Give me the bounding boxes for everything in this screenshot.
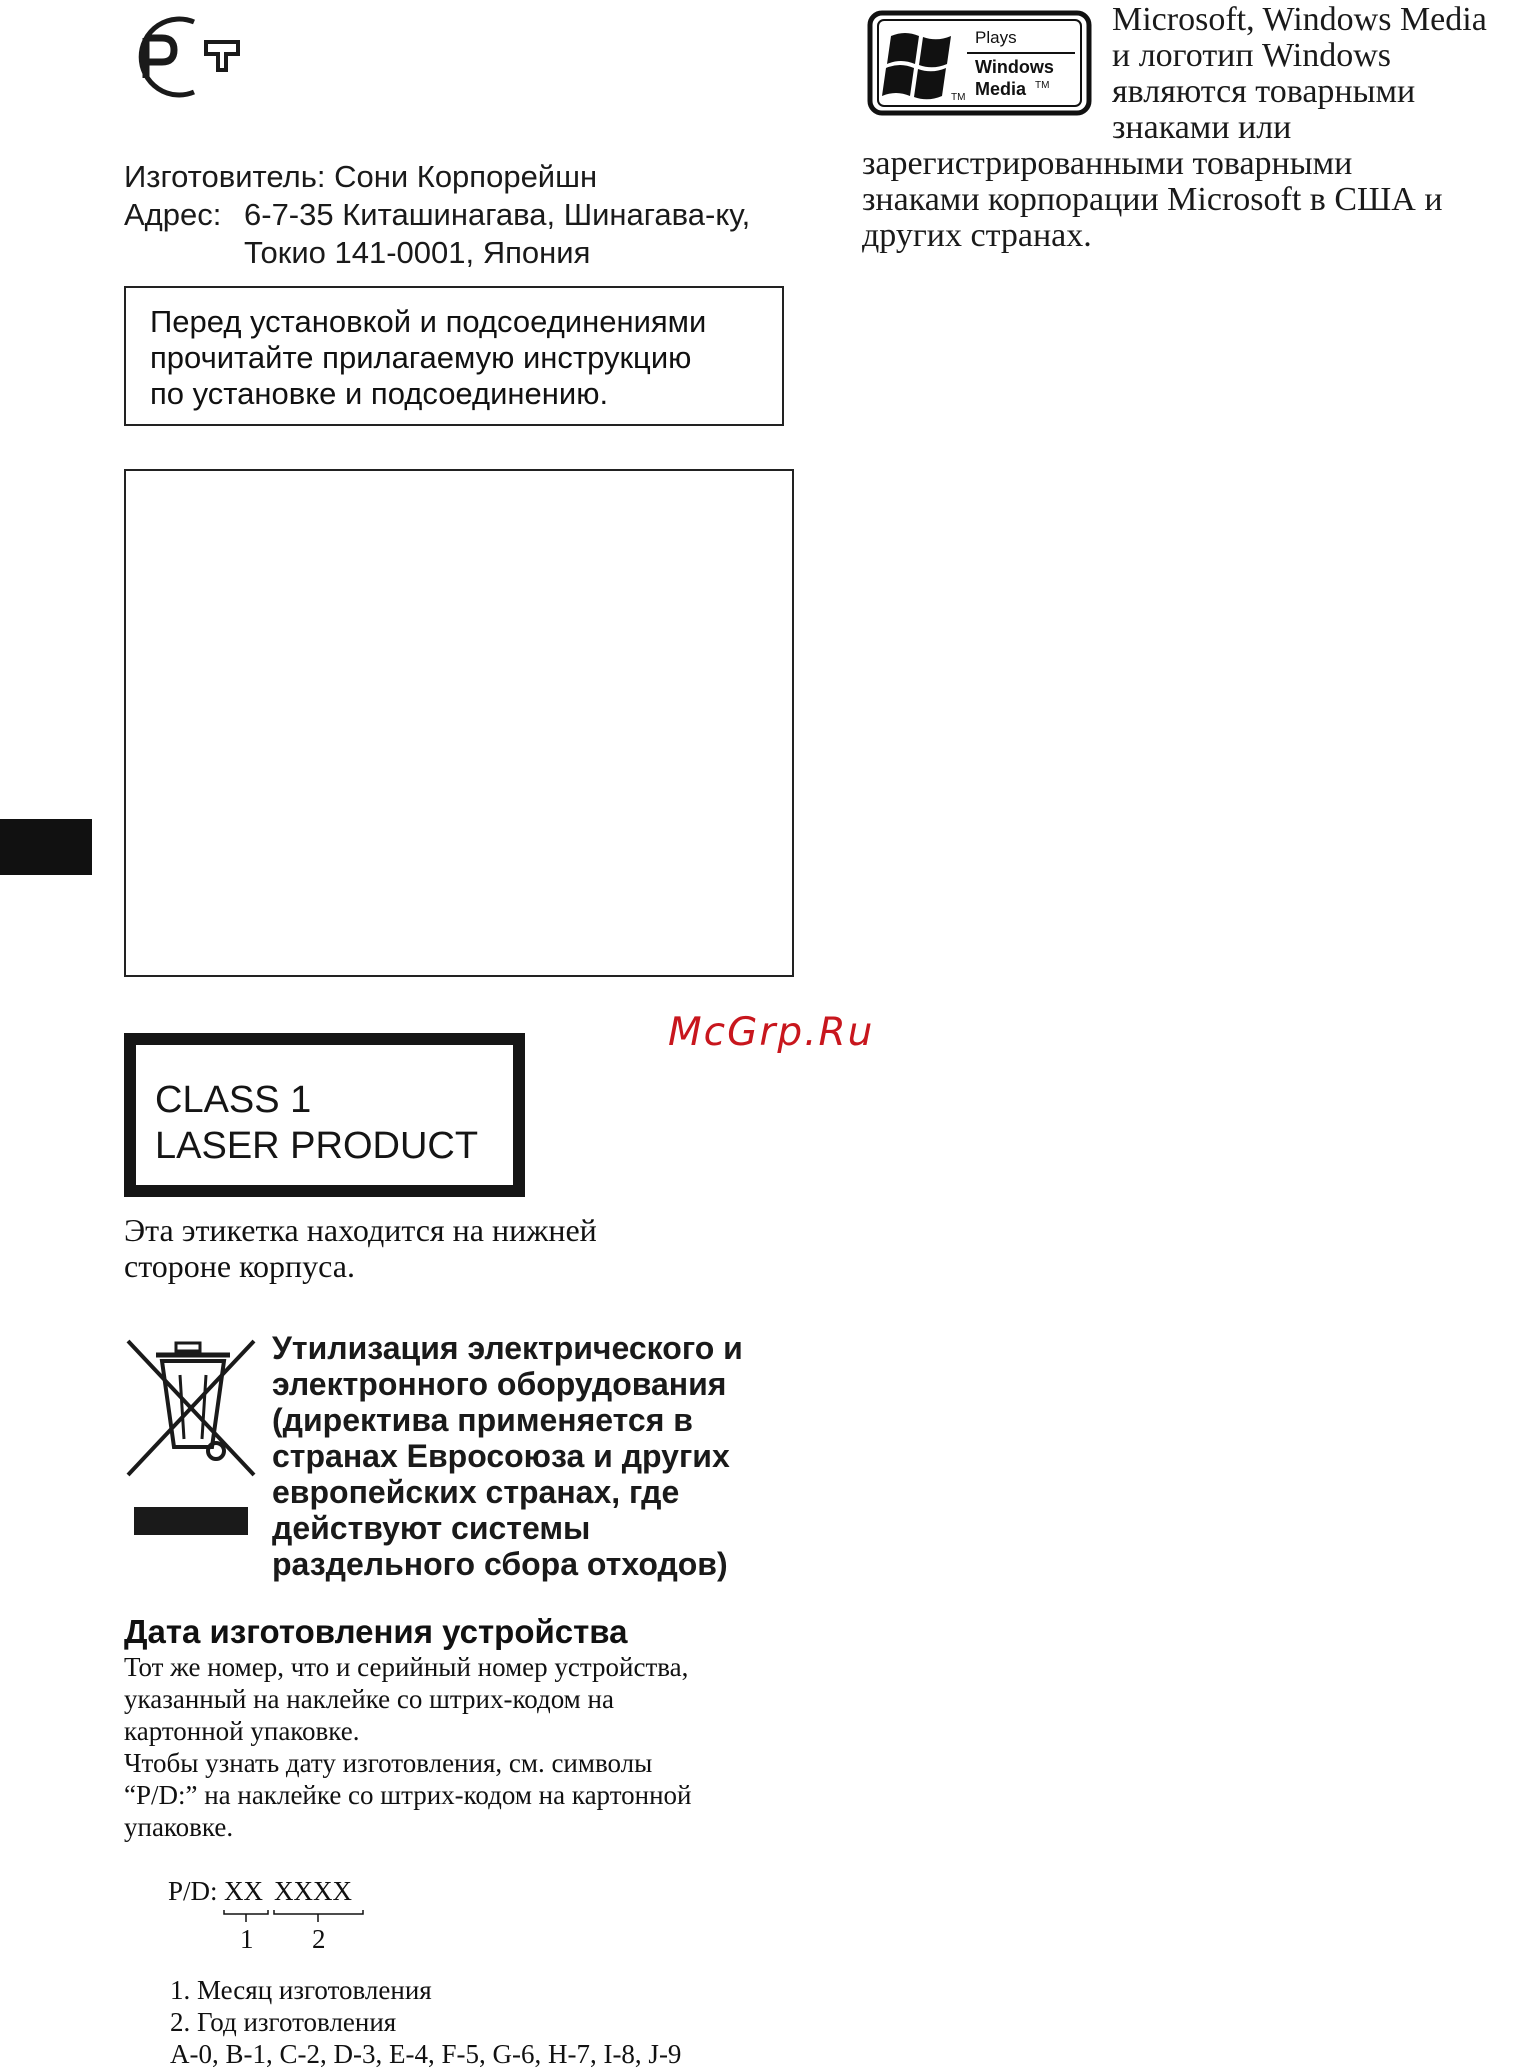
weee-heading — [272, 1330, 792, 1582]
legend-line: 2. Год изготовления — [170, 2007, 397, 2037]
pd-part-1: XX — [224, 1876, 263, 1906]
weee-heading-line: европейских странах, где — [272, 1474, 680, 1510]
address-label: Адрес: — [124, 197, 222, 232]
install-notice-box — [124, 286, 784, 426]
laser-class-label — [124, 1033, 525, 1197]
label-note-line: Эта этикетка находится на нижней — [124, 1212, 597, 1248]
weee-heading-line: электронного оборудования — [272, 1366, 727, 1402]
trademark-line: зарегистрированными товарными — [862, 145, 1353, 182]
address-line-1: 6-7-35 Киташинагава, Шинагава-ку, — [244, 197, 751, 232]
install-notice-line: Перед установкой и подсоединениями — [150, 304, 707, 339]
manufacture-date-paragraph-1 — [124, 1651, 794, 1747]
paragraph-line: “P/D:” на наклейке со штрих-кодом на картонной — [124, 1780, 692, 1810]
trademark-line: и логотип Windows — [1112, 37, 1392, 74]
pd-prefix: P/D: — [168, 1876, 218, 1906]
pd-marker-2: 2 — [312, 1924, 326, 1954]
weee-heading-line: Утилизация электрического и — [272, 1330, 743, 1366]
weee-heading-line: раздельного сбора отходов) — [272, 1546, 728, 1582]
pd-code-diagram — [168, 1874, 388, 1954]
trademark-line: других странах. — [862, 217, 1092, 254]
laser-label-line: CLASS 1 — [155, 1079, 312, 1121]
label-note-line: стороне корпуса. — [124, 1248, 355, 1284]
trademark-line: знаками корпорации Microsoft в США и — [862, 181, 1443, 218]
laser-label-line: LASER PRODUCT — [155, 1125, 479, 1167]
trademark-line: Microsoft, Windows Media — [1112, 1, 1487, 38]
plays-windows-media-logo — [867, 10, 1092, 116]
logo-tm-mark: TM — [1035, 80, 1050, 91]
label-location-note — [124, 1212, 597, 1284]
manufacturer-line: Изготовитель: Сони Корпорейшн — [124, 159, 598, 194]
paragraph-line: указанный на наклейке со штрих-кодом на — [124, 1684, 614, 1714]
pd-marker-1: 1 — [240, 1924, 254, 1954]
paragraph-line: Тот же номер, что и серийный номер устройства, — [124, 1652, 689, 1682]
install-notice-line: по установке и подсоединению. — [150, 376, 609, 411]
legend-line: 1. Месяц изготовления — [170, 1975, 432, 2005]
paragraph-line: Чтобы узнать дату изготовления, см. символы — [124, 1748, 653, 1778]
logo-plays-text: Plays — [975, 28, 1017, 47]
trademark-line: знаками или — [1112, 109, 1292, 146]
watermark: McGrp.Ru — [668, 1010, 875, 1055]
manufacture-date-heading: Дата изготовления устройства — [124, 1613, 628, 1650]
pct-certification-logo — [124, 12, 240, 102]
pd-part-2: XXXX — [274, 1876, 352, 1906]
logo-tm-mark-flag: TM — [951, 92, 966, 103]
paragraph-line: картонной упаковке. — [124, 1716, 360, 1746]
side-index-tab — [0, 819, 92, 875]
manufacture-date-paragraph-2 — [124, 1747, 794, 1843]
install-notice-line: прочитайте прилагаемую инструкцию — [150, 340, 692, 375]
address-line-2: Токио 141-0001, Япония — [244, 235, 591, 270]
blank-frame — [124, 469, 794, 977]
weee-heading-line: действуют системы — [272, 1510, 591, 1546]
weee-heading-line: (директива применяется в — [272, 1402, 693, 1438]
windows-flag-icon — [882, 33, 951, 99]
logo-media-text: Media — [975, 79, 1027, 99]
legend-line: A-0, B-1, C-2, D-3, E-4, F-5, G-6, H-7, I-8, J-9 — [170, 2039, 682, 2069]
pd-legend — [170, 1974, 681, 2070]
logo-windows-text: Windows — [975, 57, 1054, 77]
crossed-bin-icon — [124, 1335, 260, 1535]
weee-heading-line: странах Евросоюза и других — [272, 1438, 730, 1474]
paragraph-line: упаковке. — [124, 1812, 234, 1842]
trademark-line: являются товарными — [1112, 73, 1416, 110]
